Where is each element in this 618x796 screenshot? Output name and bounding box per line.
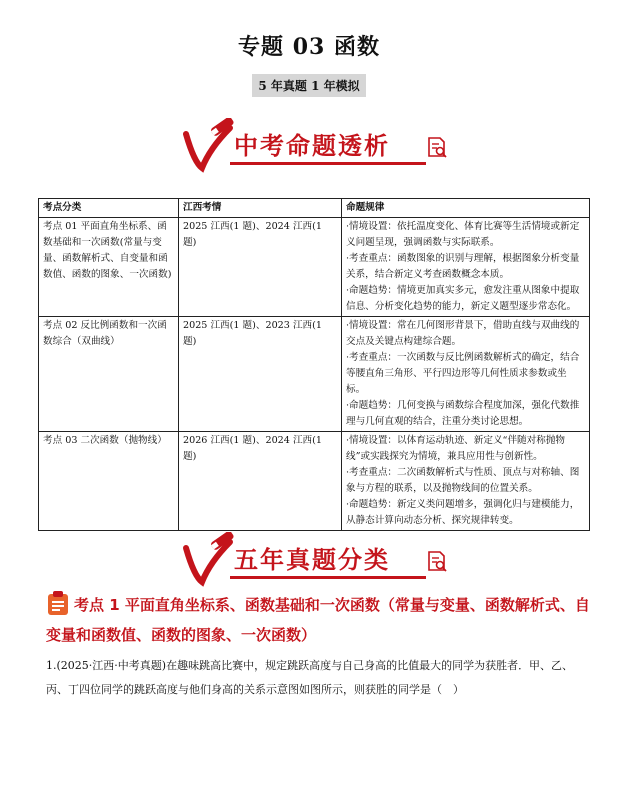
banner-underline [230,576,426,579]
rules-cell [342,432,590,531]
rule-item: ·命题趋势：情境更加真实多元，愈发注重从图象中提取信息、分析变化趋势的能力，新定义题型逐步常态化。 [346,285,580,312]
page-subtitle: 5 年真题 1 年模拟 [252,74,365,97]
rule-item: ·考查重点：函数图象的识别与理解，根据图象分析变量关系，结合新定义考查函数概念本质。 [346,253,580,280]
banner-five-year-classification [180,532,450,588]
rule-item: ·考查重点：一次函数与反比例函数解析式的确定，结合等腰直角三角形、平行四边形等几何性质求参数或坐标。 [346,352,580,395]
rules-cell [342,317,590,432]
table-row [39,218,590,317]
topic-cell: 考点 03 二次函数（抛物线） [39,432,179,531]
section-heading-text: 考点 1 平面直角坐标系、函数基础和一次函数（常量与变量、函数解析式、自变量和函数值、函数的图象、一次函数） [46,596,590,644]
table-header-row [39,199,590,218]
pen-swoosh-icon [180,118,240,174]
clipboard-icon [46,590,70,616]
banner-title: 五年真题分类 [234,546,390,574]
question-1: 1.(2025·江西·中考真题)在趣味跳高比赛中，规定跳跃高度与自己身高的比值最大的同学为获胜者．甲、乙、丙、丁四位同学的跳跃高度与他们身高的关系示意图如图所示，则获胜的同学是（ ） [46,659,574,696]
exam-cell: 2025 江西(1 题)、2023 江西(1 题) [179,317,342,432]
document-search-icon [426,136,448,160]
table-row [39,317,590,432]
topic-cell: 考点 02 反比例函数和一次函数综合（双曲线） [39,317,179,432]
header-topic: 考点分类 [39,199,179,218]
rule-item: ·情境设置：依托温度变化、体育比赛等生活情境或新定义问题呈现，强调函数与实际联系。 [346,221,580,248]
exam-cell: 2025 江西(1 题)、2024 江西(1 题) [179,218,342,317]
rule-item: ·情境设置：常在几何图形背景下，借助直线与双曲线的交点及关键点构建综合题。 [346,320,580,347]
table-row [39,432,590,531]
banner-exam-analysis [180,118,450,174]
banner-title: 中考命题透析 [234,132,390,160]
section-heading [46,590,596,650]
rules-cell [342,218,590,317]
page-title: 专题 03 函数 [238,34,380,60]
rule-item: ·命题趋势：几何变换与函数综合程度加深，强化代数推理与几何直观的结合，注重分类讨论思想。 [346,400,580,427]
header-exam: 江西考情 [179,199,342,218]
rule-item: ·命题趋势：新定义类问题增多，强调化归与建模能力，从静态计算向动态分析、探究规律转变。 [346,499,580,526]
pen-swoosh-icon [180,532,240,588]
document-search-icon [426,550,448,574]
header-rules: 命题规律 [342,199,590,218]
banner-underline [230,162,426,165]
rule-item: ·情境设置：以体育运动轨迹、新定义“伴随对称抛物线”或实践探究为情境，兼具应用性与创新性。 [346,435,566,462]
exam-cell: 2026 江西(1 题)、2024 江西(1 题) [179,432,342,531]
rule-item: ·考查重点：二次函数解析式与性质、顶点与对称轴、图象与方程的联系，以及抛物线间的位置关系。 [346,467,580,494]
exam-analysis-table [38,198,590,531]
topic-cell: 考点 01 平面直角坐标系、函数基础和一次函数(常量与变量、函数解析式、自变量和函数值、函数的图象、一次函数) [39,218,179,317]
